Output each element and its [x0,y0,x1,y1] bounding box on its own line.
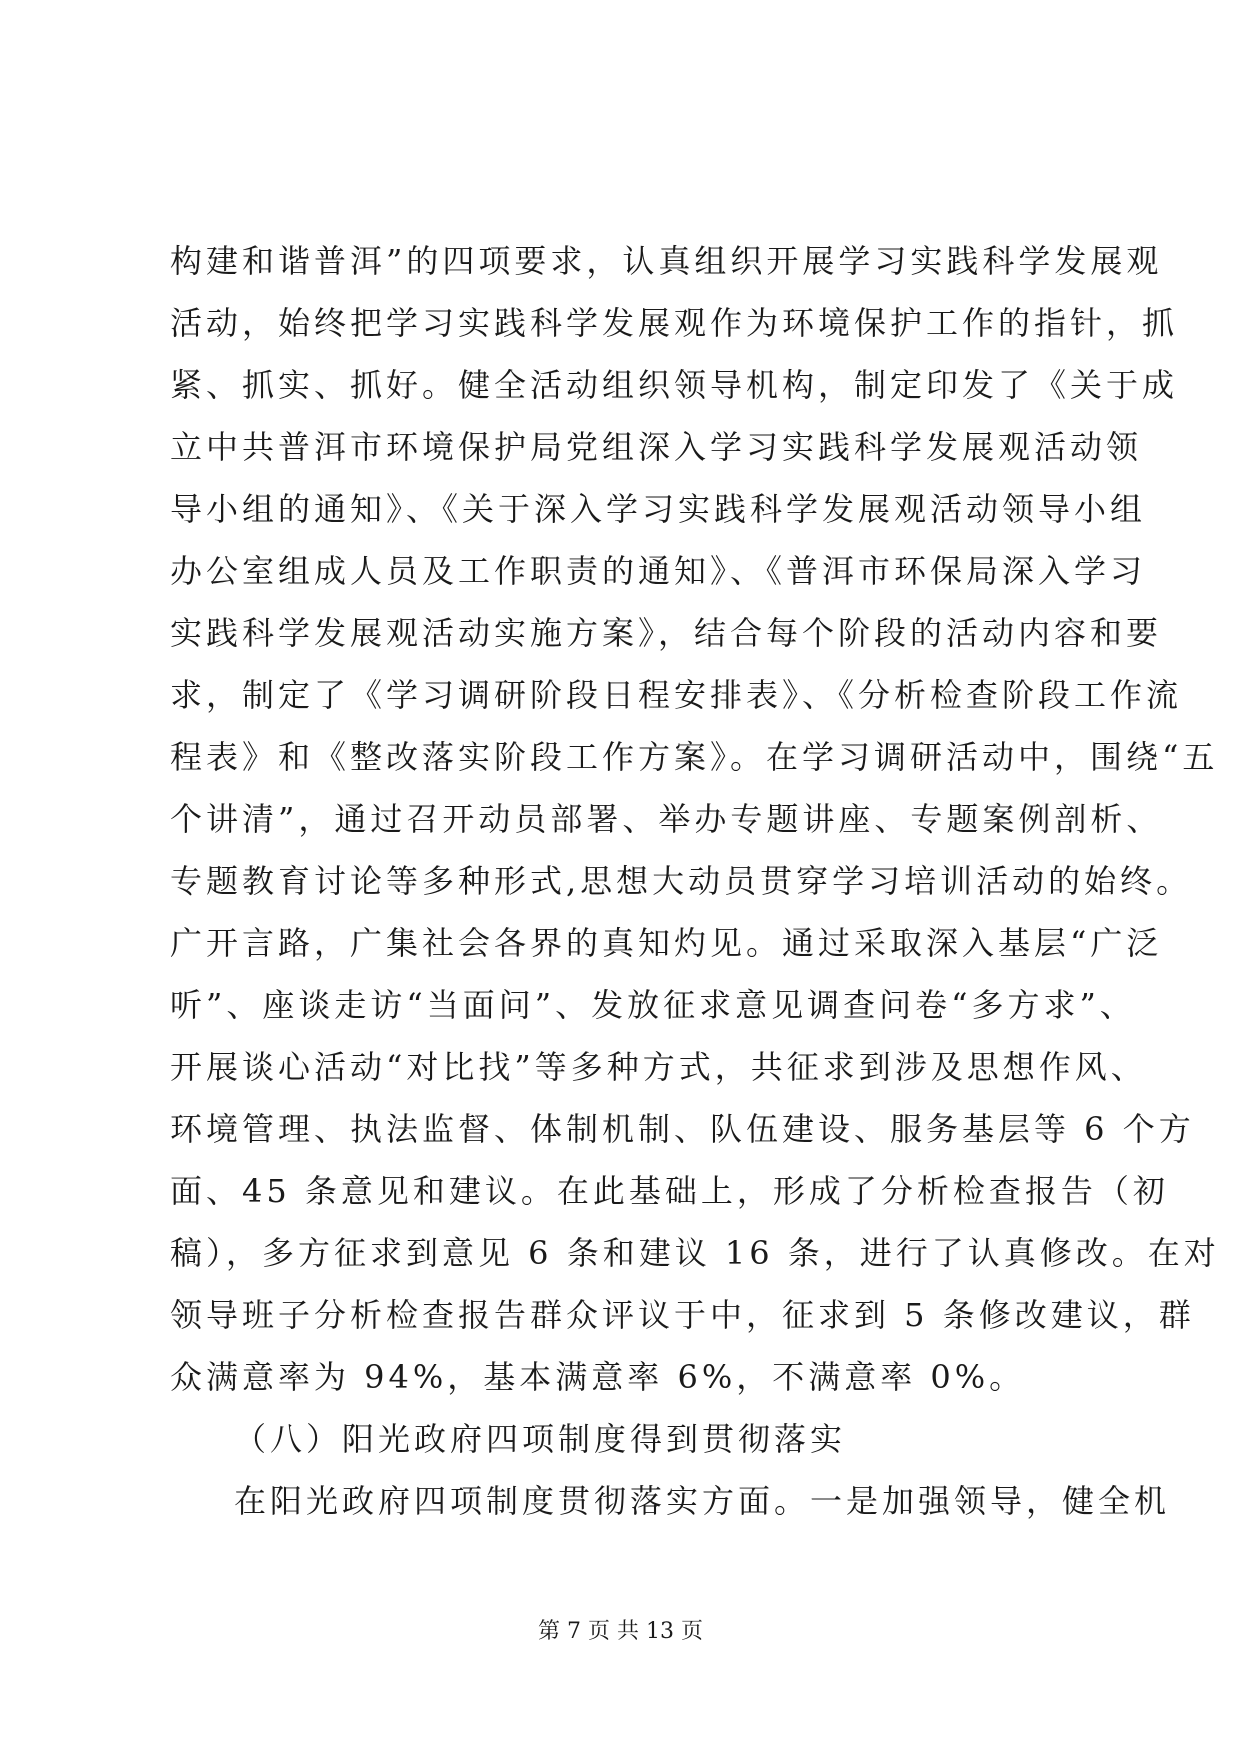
page-number: 第 7 页 共 13 页 [538,1619,703,1644]
text-line: 实践科学发展观活动实施方案》，结合每个阶段的活动内容和要 [170,614,1163,652]
text-line: 广开言路，广集社会各界的真知灼见。通过采取深入基层“广泛 [170,924,1163,962]
text-line: 众满意率为 94%，基本满意率 6%，不满意率 0%。 [170,1358,1026,1396]
page-footer [0,1614,1241,1645]
text-line: 办公室组成人员及工作职责的通知》、《普洱市环保局深入学习 [170,552,1147,590]
text-line: 导小组的通知》、《关于深入学习实践科学发展观活动领导小组 [170,490,1147,528]
text-line: 程表》和《整改落实阶段工作方案》。在学习调研活动中，围绕“五 [170,738,1219,776]
text-line: 环境管理、执法监督、体制机制、队伍建设、服务基层等 6 个方 [170,1110,1195,1148]
text-line: 紧、抓实、抓好。健全活动组织领导机构，制定印发了《关于成 [170,366,1179,404]
text-line: 专题教育讨论等多种形式,思想大动员贯穿学习培训活动的始终。 [170,862,1193,900]
text-line: 开展谈心活动“对比找”等多种方式，共征求到涉及思想作风、 [170,1048,1147,1086]
text-line: 在阳光政府四项制度贯彻落实方面。一是加强领导，健全机 [234,1482,1171,1520]
text-line: 面、45 条意见和建议。在此基础上，形成了分析检查报告（初 [170,1172,1169,1210]
text-line: 求，制定了《学习调研阶段日程安排表》、《分析检查阶段工作流 [170,676,1183,714]
text-line: 个讲清”，通过召开动员部署、举办专题讲座、专题案例剖析、 [170,800,1163,838]
text-line: 领导班子分析检查报告群众评议于中，征求到 5 条修改建议，群 [170,1296,1195,1334]
paragraph-2 [170,1470,1171,1532]
text-line: 稿），多方征求到意见 6 条和建议 16 条，进行了认真修改。在对 [170,1234,1220,1272]
body-text [170,230,1220,1532]
section-heading: （八）阳光政府四项制度得到贯彻落实 [234,1420,847,1458]
paragraph-1 [170,230,1220,1408]
text-line: 活动，始终把学习实践科学发展观作为环境保护工作的指针，抓 [170,304,1179,342]
text-line: 立中共普洱市环境保护局党组深入学习实践科学发展观活动领 [170,428,1143,466]
text-line: 构建和谐普洱”的四项要求，认真组织开展学习实践科学发展观 [170,242,1163,280]
text-line: 听”、座谈走访“当面问”、发放征求意见调查问卷“多方求”、 [170,986,1136,1024]
